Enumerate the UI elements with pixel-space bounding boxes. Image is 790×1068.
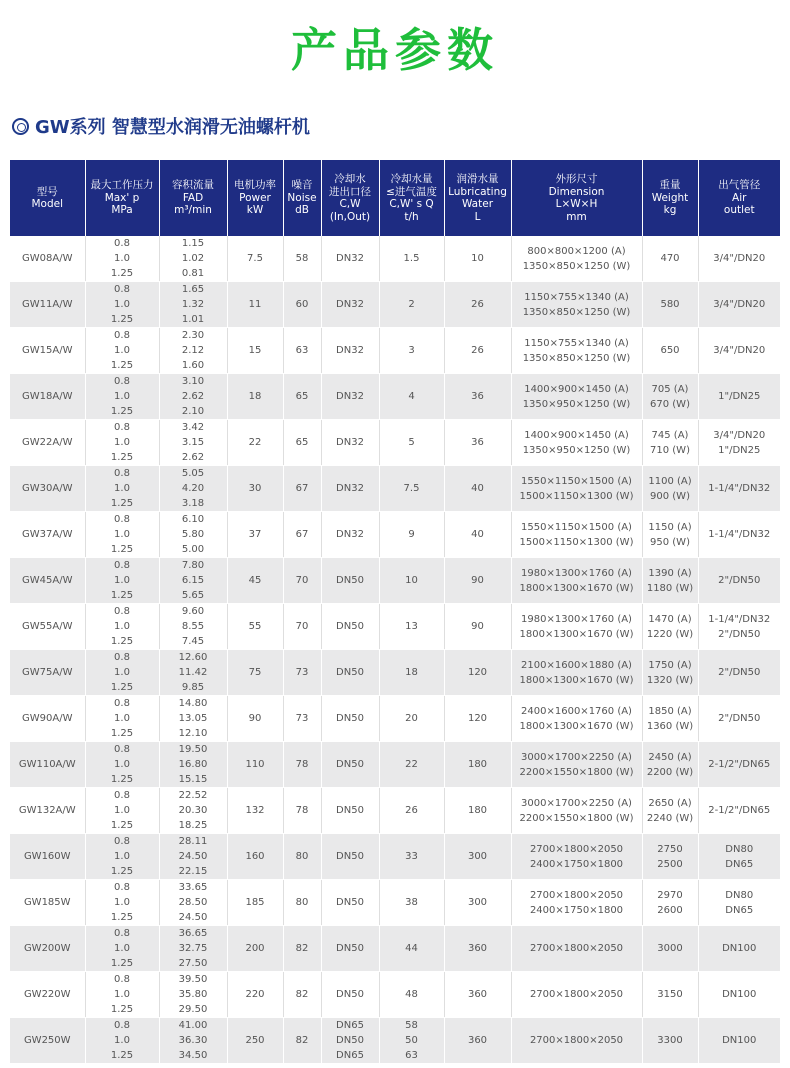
cell-air-outlet: 2"/DN50	[698, 558, 780, 604]
cell-model: GW11A/W	[10, 282, 85, 328]
cell-power: 11	[227, 282, 283, 328]
table-row	[10, 972, 780, 1018]
cell-air-outlet: 2-1/2"/DN65	[698, 788, 780, 834]
cell-weight: 470	[642, 236, 698, 282]
header-pressure: 最大工作压力 Max' p MPa	[85, 160, 159, 236]
cell-air-outlet: DN100	[698, 1018, 780, 1064]
cell-air-outlet: DN80 DN65	[698, 834, 780, 880]
cell-air-outlet: DN80 DN65	[698, 880, 780, 926]
cell-weight: 3300	[642, 1018, 698, 1064]
cell-cooling-qty: 20	[379, 696, 444, 742]
cell-dimension: 1400×900×1450 (A) 1350×950×1250 (W)	[511, 374, 642, 420]
cell-cooling-port: DN32	[321, 420, 379, 466]
cell-weight: 1100 (A) 900 (W)	[642, 466, 698, 512]
cell-air-outlet: 2-1/2"/DN65	[698, 742, 780, 788]
cell-lubricating-water: 40	[444, 466, 511, 512]
header-air-outlet: 出气管径 Air outlet	[698, 160, 780, 236]
cell-model: GW15A/W	[10, 328, 85, 374]
cell-air-outlet: 1"/DN25	[698, 374, 780, 420]
cell-dimension: 1400×900×1450 (A) 1350×950×1250 (W)	[511, 420, 642, 466]
cell-cooling-port: DN32	[321, 282, 379, 328]
cell-dimension: 3000×1700×2250 (A) 2200×1550×1800 (W)	[511, 788, 642, 834]
cell-noise: 82	[283, 972, 321, 1018]
cell-model: GW90A/W	[10, 696, 85, 742]
cell-cooling-qty: 33	[379, 834, 444, 880]
cell-lubricating-water: 300	[444, 834, 511, 880]
table-row	[10, 926, 780, 972]
cell-air-outlet: 3/4"/DN20	[698, 236, 780, 282]
cell-lubricating-water: 120	[444, 696, 511, 742]
cell-cooling-qty: 4	[379, 374, 444, 420]
cell-fad: 6.10 5.80 5.00	[159, 512, 227, 558]
cell-power: 45	[227, 558, 283, 604]
cell-cooling-port: DN50	[321, 834, 379, 880]
cell-noise: 80	[283, 834, 321, 880]
cell-cooling-qty: 2	[379, 282, 444, 328]
cell-pressure: 0.8 1.0 1.25	[85, 742, 159, 788]
cell-fad: 19.50 16.80 15.15	[159, 742, 227, 788]
section-title	[12, 113, 310, 139]
cell-dimension: 3000×1700×2250 (A) 2200×1550×1800 (W)	[511, 742, 642, 788]
cell-noise: 67	[283, 466, 321, 512]
header-cooling-qty: 冷却水量 ≤进气温度 C,W' s Q t/h	[379, 160, 444, 236]
cell-cooling-port: DN50	[321, 696, 379, 742]
cell-fad: 2.30 2.12 1.60	[159, 328, 227, 374]
cell-power: 185	[227, 880, 283, 926]
cell-power: 250	[227, 1018, 283, 1064]
header-lubricating-water: 润滑水量 Lubricating Water L	[444, 160, 511, 236]
cell-noise: 58	[283, 236, 321, 282]
cell-weight: 2650 (A) 2240 (W)	[642, 788, 698, 834]
cell-cooling-port: DN32	[321, 512, 379, 558]
header-fad: 容积流量 FAD m³/min	[159, 160, 227, 236]
cell-lubricating-water: 360	[444, 926, 511, 972]
cell-model: GW220W	[10, 972, 85, 1018]
cell-dimension: 2700×1800×2050 2400×1750×1800	[511, 880, 642, 926]
cell-cooling-qty: 48	[379, 972, 444, 1018]
cell-fad: 41.00 36.30 34.50	[159, 1018, 227, 1064]
cell-dimension: 2700×1800×2050	[511, 1018, 642, 1064]
cell-cooling-qty: 7.5	[379, 466, 444, 512]
cell-cooling-qty: 10	[379, 558, 444, 604]
cell-cooling-port: DN50	[321, 972, 379, 1018]
cell-fad: 39.50 35.80 29.50	[159, 972, 227, 1018]
cell-cooling-qty: 44	[379, 926, 444, 972]
table-row	[10, 328, 780, 374]
cell-pressure: 0.8 1.0 1.25	[85, 374, 159, 420]
cell-pressure: 0.8 1.0 1.25	[85, 236, 159, 282]
table-row	[10, 834, 780, 880]
cell-model: GW18A/W	[10, 374, 85, 420]
cell-pressure: 0.8 1.0 1.25	[85, 512, 159, 558]
cell-cooling-qty: 26	[379, 788, 444, 834]
cell-dimension: 1150×755×1340 (A) 1350×850×1250 (W)	[511, 328, 642, 374]
cell-cooling-qty: 38	[379, 880, 444, 926]
header-noise: 噪音 Noise dB	[283, 160, 321, 236]
table-row	[10, 604, 780, 650]
cell-air-outlet: 1-1/4"/DN32	[698, 512, 780, 558]
cell-power: 90	[227, 696, 283, 742]
cell-pressure: 0.8 1.0 1.25	[85, 604, 159, 650]
cell-fad: 7.80 6.15 5.65	[159, 558, 227, 604]
table-row	[10, 558, 780, 604]
cell-pressure: 0.8 1.0 1.25	[85, 972, 159, 1018]
cell-lubricating-water: 180	[444, 742, 511, 788]
cell-pressure: 0.8 1.0 1.25	[85, 558, 159, 604]
cell-model: GW30A/W	[10, 466, 85, 512]
cell-fad: 36.65 32.75 27.50	[159, 926, 227, 972]
table-row	[10, 374, 780, 420]
spec-table	[10, 160, 780, 1064]
cell-noise: 65	[283, 420, 321, 466]
cell-weight: 3150	[642, 972, 698, 1018]
cell-weight: 2750 2500	[642, 834, 698, 880]
cell-noise: 70	[283, 604, 321, 650]
cell-pressure: 0.8 1.0 1.25	[85, 926, 159, 972]
cell-pressure: 0.8 1.0 1.25	[85, 282, 159, 328]
cell-power: 200	[227, 926, 283, 972]
cell-cooling-port: DN32	[321, 466, 379, 512]
cell-air-outlet: 2"/DN50	[698, 650, 780, 696]
cell-air-outlet: 1-1/4"/DN32	[698, 466, 780, 512]
cell-weight: 745 (A) 710 (W)	[642, 420, 698, 466]
table-row	[10, 696, 780, 742]
cell-lubricating-water: 360	[444, 972, 511, 1018]
cell-power: 220	[227, 972, 283, 1018]
cell-air-outlet: DN100	[698, 926, 780, 972]
header-power: 电机功率 Power kW	[227, 160, 283, 236]
cell-cooling-qty: 9	[379, 512, 444, 558]
cell-dimension: 1550×1150×1500 (A) 1500×1150×1300 (W)	[511, 512, 642, 558]
cell-dimension: 800×800×1200 (A) 1350×850×1250 (W)	[511, 236, 642, 282]
cell-model: GW160W	[10, 834, 85, 880]
cell-noise: 82	[283, 1018, 321, 1064]
cell-dimension: 2700×1800×2050 2400×1750×1800	[511, 834, 642, 880]
cell-lubricating-water: 40	[444, 512, 511, 558]
header-model: 型号 Model	[10, 160, 85, 236]
cell-fad: 1.65 1.32 1.01	[159, 282, 227, 328]
cell-weight: 650	[642, 328, 698, 374]
table-header-row	[10, 160, 780, 236]
cell-pressure: 0.8 1.0 1.25	[85, 788, 159, 834]
cell-model: GW110A/W	[10, 742, 85, 788]
cell-power: 75	[227, 650, 283, 696]
cell-cooling-port: DN32	[321, 374, 379, 420]
header-weight: 重量 Weight kg	[642, 160, 698, 236]
cell-model: GW45A/W	[10, 558, 85, 604]
cell-fad: 9.60 8.55 7.45	[159, 604, 227, 650]
cell-cooling-qty: 1.5	[379, 236, 444, 282]
cell-dimension: 1980×1300×1760 (A) 1800×1300×1670 (W)	[511, 558, 642, 604]
table-row	[10, 466, 780, 512]
cell-pressure: 0.8 1.0 1.25	[85, 420, 159, 466]
cell-dimension: 1550×1150×1500 (A) 1500×1150×1300 (W)	[511, 466, 642, 512]
cell-pressure: 0.8 1.0 1.25	[85, 696, 159, 742]
cell-air-outlet: 1-1/4"/DN32 2"/DN50	[698, 604, 780, 650]
cell-weight: 705 (A) 670 (W)	[642, 374, 698, 420]
cell-dimension: 2700×1800×2050	[511, 972, 642, 1018]
header-dimension: 外形尺寸 Dimension L×W×H mm	[511, 160, 642, 236]
cell-lubricating-water: 10	[444, 236, 511, 282]
cell-model: GW08A/W	[10, 236, 85, 282]
cell-noise: 78	[283, 742, 321, 788]
cell-noise: 78	[283, 788, 321, 834]
cell-noise: 80	[283, 880, 321, 926]
cell-fad: 3.42 3.15 2.62	[159, 420, 227, 466]
cell-air-outlet: 3/4"/DN20	[698, 282, 780, 328]
cell-noise: 63	[283, 328, 321, 374]
cell-cooling-port: DN32	[321, 236, 379, 282]
cell-weight: 1470 (A) 1220 (W)	[642, 604, 698, 650]
header-cooling-port: 冷却水 进出口径 C,W (In,Out)	[321, 160, 379, 236]
cell-dimension: 2100×1600×1880 (A) 1800×1300×1670 (W)	[511, 650, 642, 696]
cell-weight: 3000	[642, 926, 698, 972]
cell-cooling-port: DN50	[321, 604, 379, 650]
spec-table-body	[10, 236, 780, 1064]
cell-pressure: 0.8 1.0 1.25	[85, 650, 159, 696]
cell-cooling-port: DN32	[321, 328, 379, 374]
cell-air-outlet: 3/4"/DN20	[698, 328, 780, 374]
cell-fad: 1.15 1.02 0.81	[159, 236, 227, 282]
cell-noise: 60	[283, 282, 321, 328]
cell-power: 7.5	[227, 236, 283, 282]
cell-lubricating-water: 36	[444, 374, 511, 420]
cell-noise: 67	[283, 512, 321, 558]
cell-model: GW37A/W	[10, 512, 85, 558]
cell-air-outlet: 2"/DN50	[698, 696, 780, 742]
cell-model: GW22A/W	[10, 420, 85, 466]
cell-fad: 3.10 2.62 2.10	[159, 374, 227, 420]
cell-fad: 33.65 28.50 24.50	[159, 880, 227, 926]
cell-noise: 73	[283, 696, 321, 742]
cell-weight: 580	[642, 282, 698, 328]
cell-cooling-qty: 3	[379, 328, 444, 374]
cell-cooling-port: DN50	[321, 926, 379, 972]
cell-cooling-qty: 5	[379, 420, 444, 466]
cell-cooling-port: DN50	[321, 788, 379, 834]
cell-lubricating-water: 300	[444, 880, 511, 926]
cell-power: 37	[227, 512, 283, 558]
cell-power: 22	[227, 420, 283, 466]
cell-noise: 65	[283, 374, 321, 420]
cell-dimension: 1150×755×1340 (A) 1350×850×1250 (W)	[511, 282, 642, 328]
cell-model: GW200W	[10, 926, 85, 972]
table-row	[10, 880, 780, 926]
section-title-text: GW系列 智慧型水润滑无油螺杆机	[35, 117, 310, 138]
cell-model: GW185W	[10, 880, 85, 926]
double-circle-icon	[12, 118, 29, 135]
cell-power: 55	[227, 604, 283, 650]
cell-lubricating-water: 26	[444, 282, 511, 328]
cell-power: 15	[227, 328, 283, 374]
table-row	[10, 1018, 780, 1064]
table-row	[10, 742, 780, 788]
cell-lubricating-water: 90	[444, 558, 511, 604]
page-title: 产品参数	[291, 23, 499, 77]
table-row	[10, 650, 780, 696]
cell-dimension: 2700×1800×2050	[511, 926, 642, 972]
cell-cooling-port: DN50	[321, 880, 379, 926]
cell-fad: 28.11 24.50 22.15	[159, 834, 227, 880]
cell-lubricating-water: 120	[444, 650, 511, 696]
cell-weight: 1750 (A) 1320 (W)	[642, 650, 698, 696]
cell-fad: 12.60 11.42 9.85	[159, 650, 227, 696]
table-row	[10, 420, 780, 466]
cell-power: 110	[227, 742, 283, 788]
table-row	[10, 282, 780, 328]
cell-lubricating-water: 360	[444, 1018, 511, 1064]
cell-weight: 1850 (A) 1360 (W)	[642, 696, 698, 742]
cell-lubricating-water: 180	[444, 788, 511, 834]
cell-weight: 1390 (A) 1180 (W)	[642, 558, 698, 604]
spec-table-wrapper	[10, 160, 780, 1064]
cell-cooling-port: DN65 DN50 DN65	[321, 1018, 379, 1064]
cell-cooling-qty: 18	[379, 650, 444, 696]
cell-pressure: 0.8 1.0 1.25	[85, 466, 159, 512]
cell-power: 18	[227, 374, 283, 420]
cell-cooling-port: DN50	[321, 650, 379, 696]
cell-cooling-qty: 22	[379, 742, 444, 788]
cell-noise: 82	[283, 926, 321, 972]
table-row	[10, 236, 780, 282]
cell-air-outlet: DN100	[698, 972, 780, 1018]
cell-model: GW132A/W	[10, 788, 85, 834]
cell-lubricating-water: 36	[444, 420, 511, 466]
cell-noise: 70	[283, 558, 321, 604]
cell-fad: 5.05 4.20 3.18	[159, 466, 227, 512]
cell-weight: 2450 (A) 2200 (W)	[642, 742, 698, 788]
cell-model: GW55A/W	[10, 604, 85, 650]
cell-fad: 22.52 20.30 18.25	[159, 788, 227, 834]
cell-weight: 1150 (A) 950 (W)	[642, 512, 698, 558]
cell-pressure: 0.8 1.0 1.25	[85, 328, 159, 374]
cell-noise: 73	[283, 650, 321, 696]
cell-model: GW75A/W	[10, 650, 85, 696]
cell-fad: 14.80 13.05 12.10	[159, 696, 227, 742]
cell-lubricating-water: 26	[444, 328, 511, 374]
cell-cooling-qty: 13	[379, 604, 444, 650]
cell-power: 160	[227, 834, 283, 880]
cell-air-outlet: 3/4"/DN20 1"/DN25	[698, 420, 780, 466]
cell-dimension: 2400×1600×1760 (A) 1800×1300×1670 (W)	[511, 696, 642, 742]
cell-weight: 2970 2600	[642, 880, 698, 926]
cell-pressure: 0.8 1.0 1.25	[85, 880, 159, 926]
cell-pressure: 0.8 1.0 1.25	[85, 834, 159, 880]
cell-power: 30	[227, 466, 283, 512]
cell-pressure: 0.8 1.0 1.25	[85, 1018, 159, 1064]
cell-dimension: 1980×1300×1760 (A) 1800×1300×1670 (W)	[511, 604, 642, 650]
cell-model: GW250W	[10, 1018, 85, 1064]
cell-lubricating-water: 90	[444, 604, 511, 650]
table-row	[10, 788, 780, 834]
table-row	[10, 512, 780, 558]
cell-cooling-port: DN50	[321, 742, 379, 788]
cell-cooling-port: DN50	[321, 558, 379, 604]
cell-power: 132	[227, 788, 283, 834]
cell-cooling-qty: 58 50 63	[379, 1018, 444, 1064]
